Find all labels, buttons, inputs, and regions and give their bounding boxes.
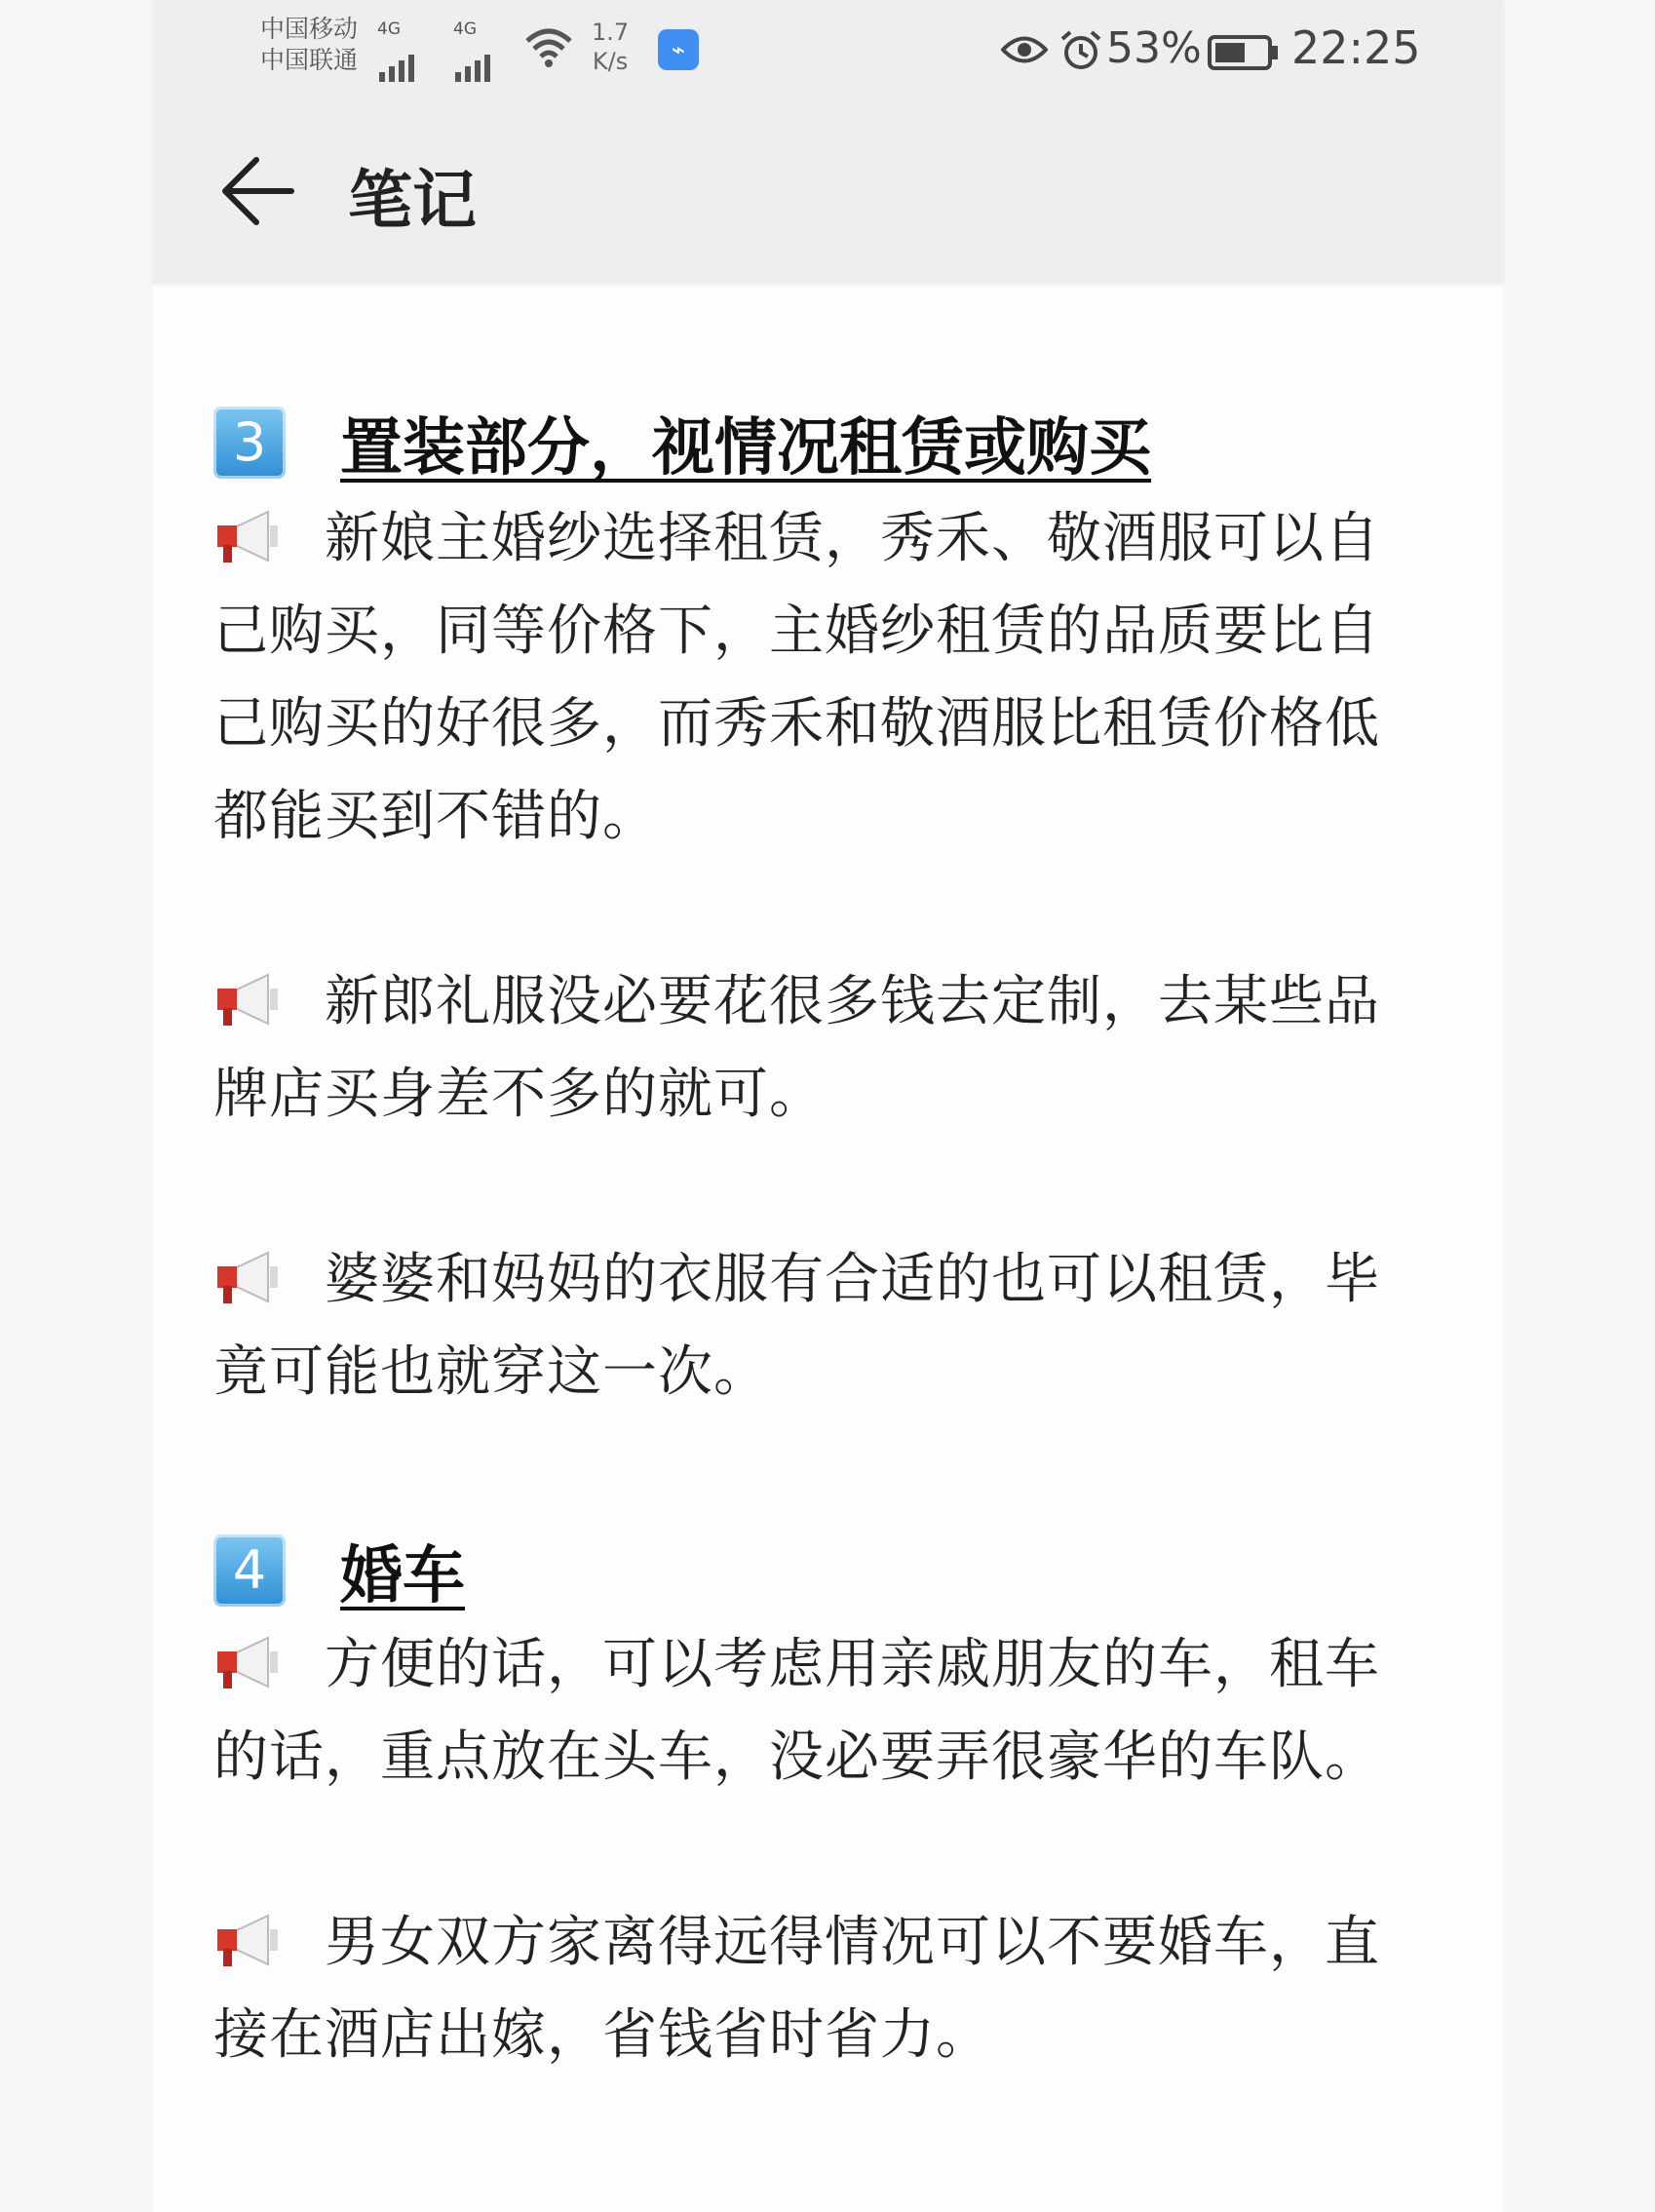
megaphone-icon (213, 1634, 282, 1690)
section-number-badge: 3 (213, 407, 286, 479)
list-item-text: 方便的话，可以考虑用亲戚朋友的车，租车的话，重点放在头车，没必要弄很豪华的车队。 (213, 1633, 1380, 1789)
carrier-1: 中国移动 (260, 15, 359, 43)
signal-icon (379, 21, 414, 82)
list-item (213, 1233, 1422, 1418)
list-item (213, 1618, 1422, 1804)
network-type-1: 4G (377, 19, 401, 39)
top-bar (153, 0, 1503, 283)
speed-unit: K/s (592, 48, 629, 75)
back-arrow-icon[interactable] (217, 154, 295, 228)
list-item (213, 955, 1422, 1141)
battery-percent: 53% (1106, 23, 1202, 73)
list-item (213, 1896, 1422, 2081)
signal-icon (455, 21, 490, 82)
list-item-text: 婆婆和妈妈的衣服有合适的也可以租赁，毕竟可能也就穿这一次。 (213, 1248, 1380, 1404)
section-title: 置装部分，视情况租赁或购买 (340, 412, 1151, 485)
network-type-2: 4G (453, 19, 477, 39)
megaphone-icon (213, 508, 282, 564)
speed-value: 1.7 (592, 19, 630, 46)
section-heading (213, 1526, 465, 1615)
page-title: 笔记 (348, 163, 477, 238)
list-item-text: 新娘主婚纱选择租赁，秀禾、敬酒服可以自己购买，同等价格下，主婚纱租赁的品质要比自己购买的好很多，而秀禾和敬酒服比租赁价格低都能买到不错的。 (213, 507, 1380, 848)
battery-icon (1208, 35, 1280, 70)
list-item-text: 新郎礼服没必要花很多钱去定制，去某些品牌店买身差不多的就可。 (213, 970, 1380, 1126)
carrier-names (260, 14, 358, 76)
clock: 22:25 (1291, 21, 1421, 74)
list-item-text: 男女双方家离得远得情况可以不要婚车，直接在酒店出嫁，省钱省时省力。 (213, 1911, 1380, 2067)
megaphone-icon (213, 1912, 282, 1968)
network-speed (592, 18, 629, 76)
app-icon: ⌁ (658, 29, 699, 70)
phone-screen (153, 0, 1503, 2212)
megaphone-icon (213, 1249, 282, 1305)
section-heading (213, 398, 1151, 487)
eye-icon (1001, 33, 1048, 66)
carrier-2: 中国联通 (260, 46, 359, 74)
list-item (213, 492, 1422, 863)
section-title: 婚车 (340, 1540, 465, 1612)
section-number-badge: 4 (213, 1534, 286, 1607)
alarm-icon (1059, 29, 1102, 72)
wifi-icon (523, 27, 574, 68)
megaphone-icon (213, 971, 282, 1028)
